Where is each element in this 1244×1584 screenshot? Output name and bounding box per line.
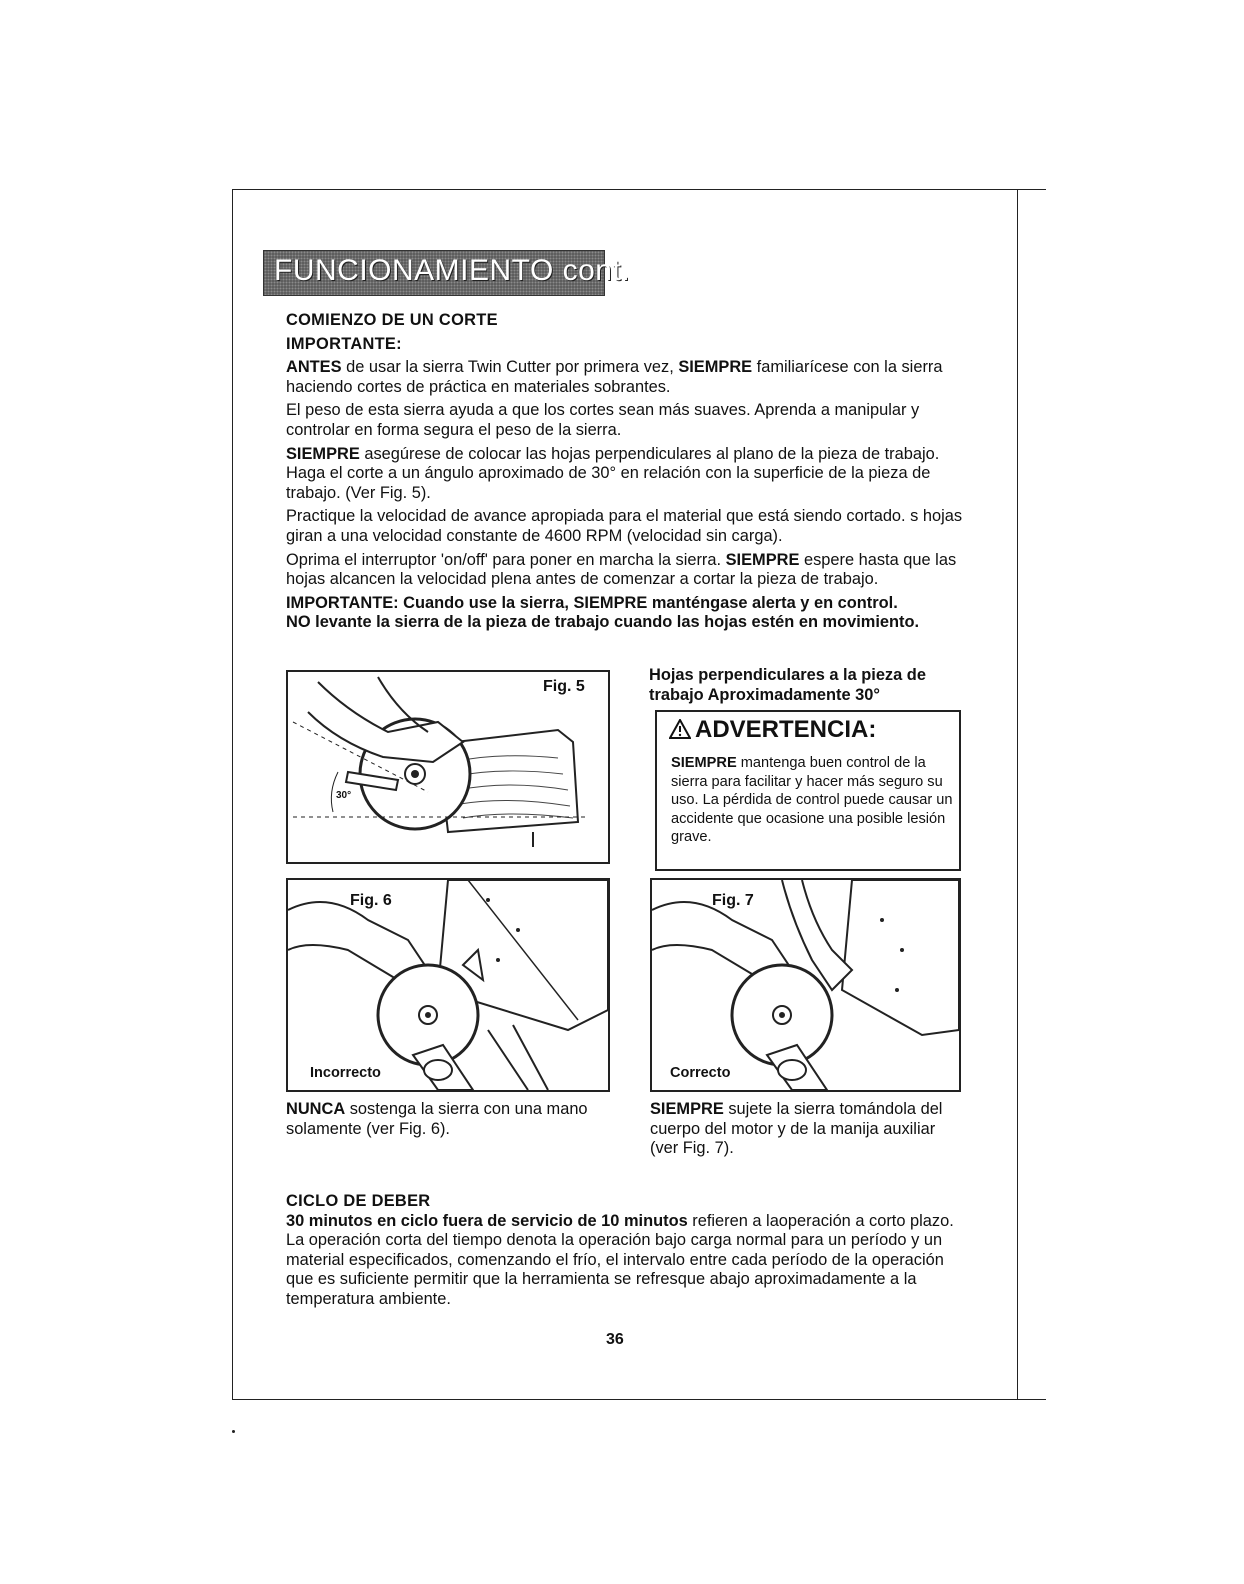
scan-speck bbox=[232, 1430, 235, 1433]
fig6-label: Fig. 6 bbox=[350, 892, 392, 909]
fig7-note: SIEMPRE sujete la sierra tomándola del cuerpo del motor y de la manija auxiliar (ver Fig. 7). bbox=[650, 1100, 943, 1158]
paragraph-siempre: SIEMPRE asegúrese de colocar las hojas perpendiculares al plano de la pieza de trabajo. Haga el corte a un ángulo aproximado de 30° en relación con la superficie de la pieza de trabajo. (Ver Fig. 5). bbox=[286, 444, 940, 502]
alert-line-1: IMPORTANTE: Cuando use la sierra, SIEMPRE manténgase alerta y en control. bbox=[286, 593, 898, 612]
figure-6 bbox=[286, 878, 610, 1092]
fig7-label: Fig. 7 bbox=[712, 892, 754, 909]
page-number: 36 bbox=[606, 1331, 624, 1348]
alert-line-2: NO levante la sierra de la pieza de trabajo cuando las hojas estén en movimiento. bbox=[286, 613, 920, 632]
paragraph-peso: El peso de esta sierra ayuda a que los cortes sean más suaves. Aprenda a manipular y controlar en forma segura el peso de la sierra. bbox=[286, 401, 920, 439]
duty-cycle-heading: CICLO DE DEBER bbox=[286, 1192, 431, 1210]
banner-title: FUNCIONAMIENTO cont. bbox=[274, 254, 631, 287]
paragraph-antes: ANTES de usar la sierra Twin Cutter por primera vez, SIEMPRE familiarícese con la sierra haciendo cortes de práctica en materiales sobrantes. bbox=[286, 358, 943, 396]
fig7-caption: Correcto bbox=[670, 1065, 731, 1081]
page-frame-bottom bbox=[232, 1399, 1046, 1400]
fig5-caption: Hojas perpendiculares a la pieza de trabajo Aproximadamente 30° bbox=[649, 666, 926, 704]
fig5-illustration-icon bbox=[288, 672, 608, 862]
figure-7 bbox=[650, 878, 961, 1092]
fig5-angle-label: 30° bbox=[336, 790, 352, 801]
section-banner bbox=[263, 250, 631, 296]
warning-box bbox=[655, 710, 961, 871]
paragraph-oprima: Oprima el interruptor 'on/off' para poner en marcha la sierra. SIEMPRE espere hasta que las hojas alcancen la velocidad plena antes de comenzar a cortar la pieza de trabajo. bbox=[286, 550, 957, 589]
fig6-illustration-icon bbox=[288, 880, 608, 1090]
section-heading: COMIENZO DE UN CORTE bbox=[286, 311, 498, 329]
fig6-caption: Incorrecto bbox=[310, 1065, 381, 1081]
page-frame-right bbox=[1017, 189, 1018, 1399]
fig6-note: NUNCA sostenga la sierra con una mano solamente (ver Fig. 6). bbox=[286, 1100, 588, 1138]
fig5-label: Fig. 5 bbox=[543, 678, 585, 695]
warning-triangle-icon bbox=[669, 719, 691, 739]
main-content bbox=[286, 311, 966, 637]
important-alert bbox=[286, 594, 966, 633]
figure-5 bbox=[286, 670, 610, 864]
duty-cycle-section bbox=[286, 1192, 966, 1310]
warning-text: SIEMPRE mantenga buen control de la sierra para facilitar y hacer más seguro su uso. La pérdida de control puede causar un accidente que ocasione una posible lesión grave. bbox=[671, 755, 953, 845]
paragraph-practique: Practique la velocidad de avance apropiada para el material que está siendo cortado. s hojas giran a una velocidad constante de 4600 RPM (velocidad sin carga). bbox=[286, 507, 963, 545]
section-subheading: IMPORTANTE: bbox=[286, 334, 402, 353]
warning-title: ADVERTENCIA: bbox=[669, 716, 876, 744]
page-frame-left bbox=[232, 189, 233, 1399]
duty-cycle-text: 30 minutos en ciclo fuera de servicio de 10 minutos refieren a laoperación a corto plazo. La operación corta del tiempo denota la operación bajo carga normal para un período y un material especificados, comenzando el frío, el intervalo entre cada período de la operación que es suficiente permitir que la herramienta se refresque abajo aproximadamente a la temperatura ambiente. bbox=[286, 1211, 954, 1308]
page-frame-top bbox=[232, 189, 1046, 190]
fig7-illustration-icon bbox=[652, 880, 959, 1090]
